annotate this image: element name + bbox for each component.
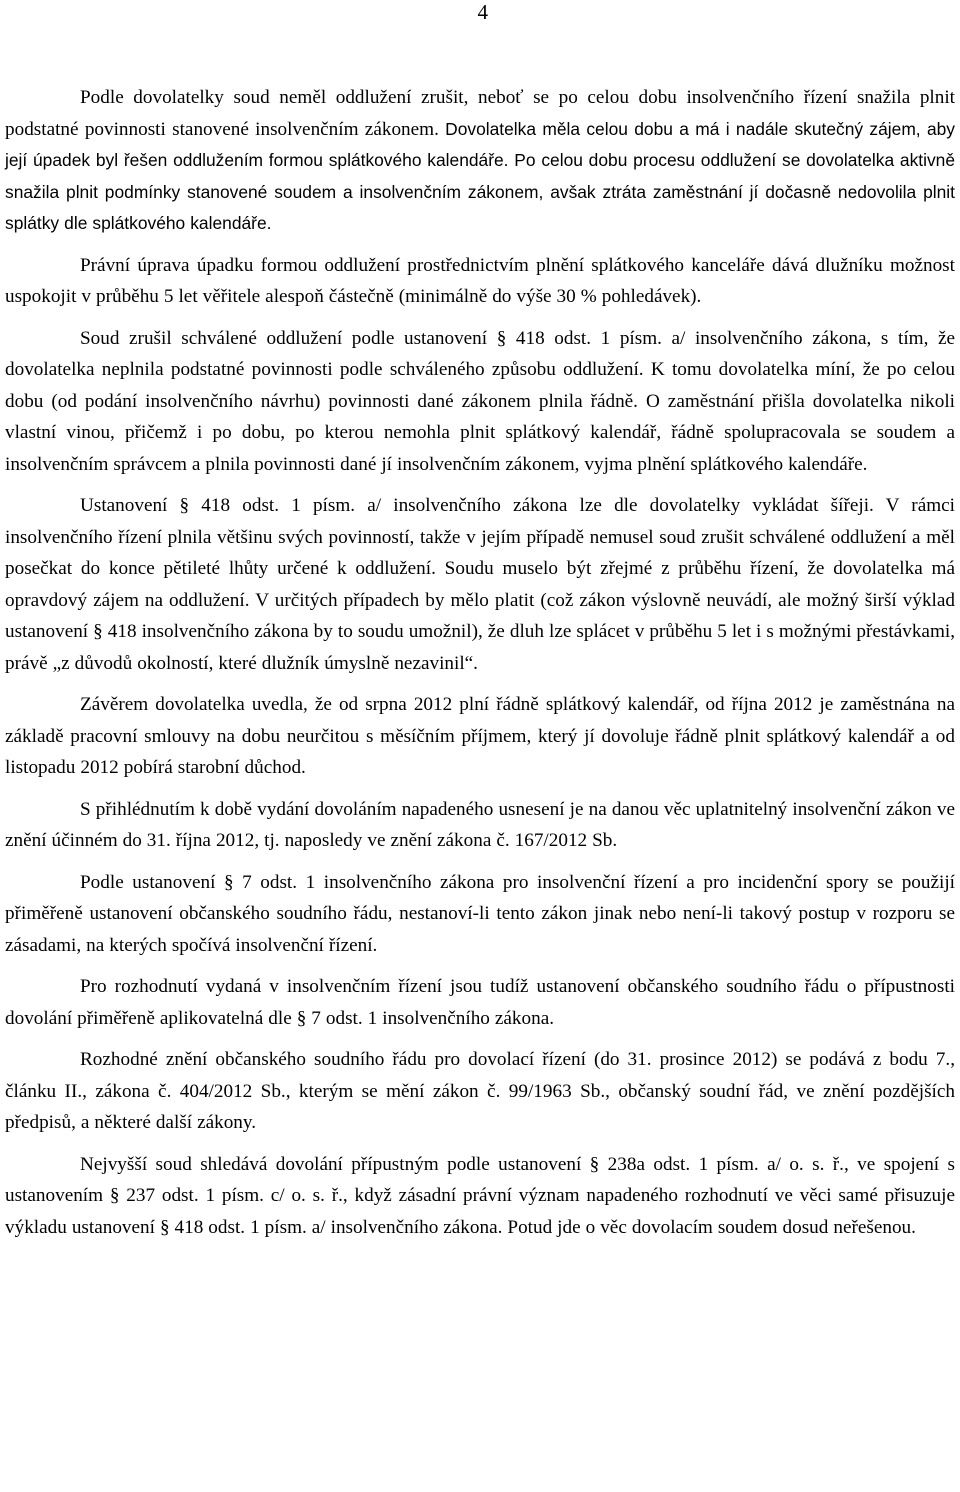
paragraph-2: [5, 250, 955, 313]
paragraph-9-text: Rozhodné znění občanského soudního řádu pro dovolací řízení (do 31. prosince 2012) se podává z bodu 7., článku II., zákona č. 404/2012 Sb., kterým se mění zákon č. 99/1963 Sb., občanský soudní řád, ve znění pozdějších předpisů, a některé další zákony.: [5, 1049, 955, 1133]
paragraph-1-text: Podle dovolatelky soud neměl oddlužení zrušit, neboť se po celou dobu insolvenčního řízení snažila plnit podstatné povinnosti stanovené insolvenčním zákonem.: [5, 87, 955, 140]
paragraph-3-text: Soud zrušil schválené oddlužení podle ustanovení § 418 odst. 1 písm. a/ insolvenčního zákona, s tím, že dovolatelka neplnila podstatné povinnosti podle schváleného způsobu oddlužení. K tomu dovolatelka míní, že po celou dobu (od podání insolvenčního návrhu) povinnosti dané zákonem plnila řádně. O zaměstnání přišla dovolatelka nikoli vlastní vinou, přičemž i po dobu, po kterou nemohla plnit splátkový kalendář, řádně spolupracovala se soudem a insolvenčním správcem a plnila povinnosti dané jí insolvenčním zákonem, vyjma plnění splátkového kalendáře.: [5, 327, 955, 475]
paragraph-4-text: Ustanovení § 418 odst. 1 písm. a/ insolvenčního zákona lze dle dovolatelky vykládat šířeji. V rámci insolvenčního řízení plnila většinu svých povinností, takže v jejím případě nemusel soud zrušit schválené oddlužení a měl posečkat do konce pětileté lhůty určené k oddlužení. Soudu muselo být zřejmé z průběhu řízení, že dovolatelka má opravdový zájem na oddlužení. V určitých případech by mělo platit (což zákon výslovně neuvádí, ale možný širší výklad ustanovení § 418 insolvenčního zákona by to soudu umožnil), že dluh lze splácet v průběhu 5 let i s možnými přestávkami, právě „z důvodů okolností, které dlužník úmyslně nezavinil“.: [5, 495, 955, 674]
paragraph-5: [5, 689, 955, 784]
paragraph-8: [5, 971, 955, 1034]
paragraph-7: [5, 867, 955, 962]
paragraph-7-text: Podle ustanovení § 7 odst. 1 insolvenčního zákona pro insolvenční řízení a pro incidenční spory se použijí přiměřeně ustanovení občanského soudního řádu, nestanoví-li tento zákon jinak nebo není-li takový postup v rozporu se zásadami, na kterých spočívá insolvenční řízení.: [5, 871, 955, 956]
paragraph-10: [5, 1149, 955, 1244]
page-number: 4: [477, 0, 488, 24]
paragraph-1-sans-text: Dovolatelka měla celou dobu a má i nadále skutečný zájem, aby její úpadek byl řešen oddlužením formou splátkového kalendáře. Po celou dobu procesu oddlužení se dovolatelka aktivně snažila plnit podmínky stanovené soudem a insolvenčním zákonem, avšak ztráta zaměstnání jí dočasně nedovolila plnit splátky dle splátkového kalendáře.: [5, 118, 955, 233]
paragraph-2-text: Právní úprava úpadku formou oddlužení prostřednictvím plnění splátkového kanceláře dává dlužníku možnost uspokojit v průběhu 5 let věřitele alespoň částečně (minimálně do výše 30 % pohledávek).: [5, 254, 955, 307]
paragraph-6-text: S přihlédnutím k době vydání dovoláním napadeného usnesení je na danou věc uplatnitelný insolvenční zákon ve znění účinném do 31. října 2012, tj. naposledy ve znění zákona č. 167/2012 Sb.: [5, 798, 955, 851]
paragraph-9: [5, 1044, 955, 1139]
paragraph-8-text: Pro rozhodnutí vydaná v insolvenčním řízení jsou tudíž ustanovení občanského soudního řádu o přípustnosti dovolání přiměřeně aplikovatelná dle § 7 odst. 1 insolvenčního zákona.: [5, 976, 955, 1029]
paragraph-5-text: Závěrem dovolatelka uvedla, že od srpna 2012 plní řádně splátkový kalendář, od října 2012 je zaměstnána na základě pracovní smlouvy na dobu neurčitou s měsíčním příjmem, který jí dovoluje řádně plnit splátkový kalendář a od listopadu 2012 pobírá starobní důchod.: [5, 694, 955, 778]
paragraph-6: [5, 794, 955, 857]
paragraph-1: [5, 82, 955, 240]
paragraph-10-text: Nejvyšší soud shledává dovolání přípustným podle ustanovení § 238a odst. 1 písm. a/ o. s. ř., ve spojení s ustanovením § 237 odst. 1 písm. c/ o. s. ř., když zásadní právní význam napadeného rozhodnutí ve věci samé přisuzuje výkladu ustanovení § 418 odst. 1 písm. a/ insolvenčního zákona. Potud jde o věc dovolacím soudem dosud neřešenou.: [5, 1153, 955, 1238]
paragraph-3: [5, 323, 955, 481]
paragraph-4: [5, 490, 955, 679]
document-body: [5, 82, 955, 1243]
